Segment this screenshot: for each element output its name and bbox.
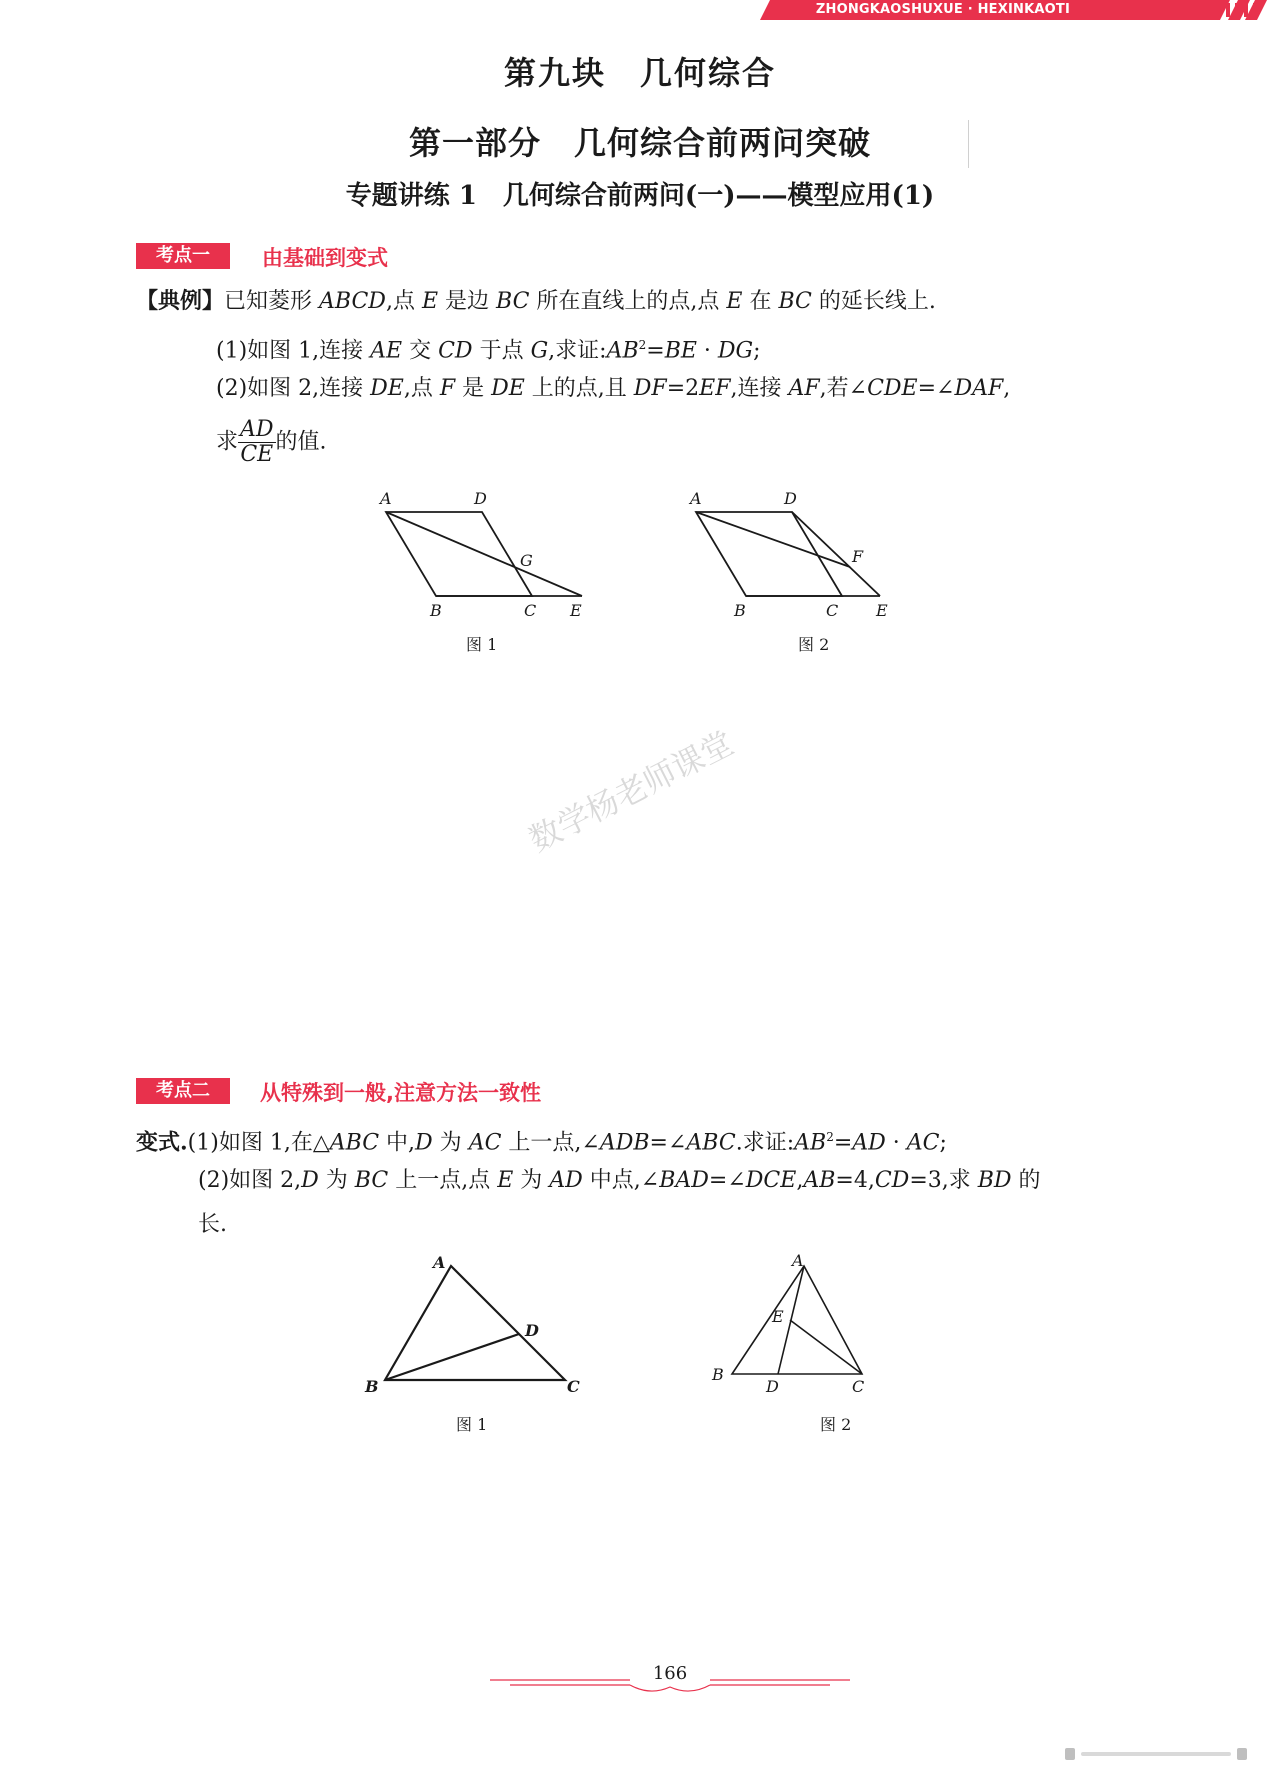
running-head: ZHONGKAOSHUXUE · HEXINKAOTI — [815, 2, 1070, 17]
s2fig2-label-b: B — [712, 1365, 724, 1384]
section1-fig1-caption: 图 1 — [466, 635, 498, 654]
s2fig1-label-d: D — [525, 1321, 539, 1340]
fig1-label-a: A — [380, 490, 392, 508]
watermark: 数学杨老师课堂 — [522, 723, 740, 860]
s2fig2-label-a: A — [792, 1251, 804, 1270]
section1-title: 由基础到变式 — [262, 246, 388, 270]
section1-question2: (2)如图 2,连接 DE,点 F 是 DE 上的点,且 DF=2EF,连接 AF,若∠CDE=∠DAF, — [216, 376, 1011, 401]
section1-figure1 — [370, 490, 600, 620]
section2-fig2-caption: 图 2 — [820, 1415, 852, 1434]
fig2-label-e: E — [876, 601, 888, 620]
s2fig1-label-a: A — [433, 1253, 446, 1272]
section1-intro: 【典例】已知菱形 ABCD,点 E 是边 BC 所在直线上的点,点 E 在 BC 的延长线上. — [136, 288, 936, 314]
section1-question2-fraction-line: 求 $\frac{AD}{CE}$ 的值. — [216, 417, 327, 467]
fig2-label-d: D — [784, 490, 797, 508]
fig2-label-c: C — [826, 601, 839, 620]
section1-tag: 考点一 — [136, 243, 230, 269]
fig2-label-a: A — [690, 490, 702, 508]
fig1-label-c: C — [524, 601, 537, 620]
section1-question1: (1)如图 1,连接 AE 交 CD 于点 G,求证$:AB^2=BE$ · DG; — [216, 338, 761, 364]
section2-question2: (2)如图 2,D 为 BC 上一点,点 E 为 AD 中点,∠BAD=∠DCE,AB=4,CD=3,求 BD 的 — [198, 1168, 1041, 1193]
section2-title: 从特殊到一般,注意方法一致性 — [260, 1081, 541, 1105]
section1-figure2 — [680, 490, 910, 620]
section2-figure1 — [355, 1250, 595, 1400]
section2-question1: 变式.(1)如图 1,在△ABC 中,D 为 AC 上一点,∠ADB=∠ABC.求证$:AB^2=AD$ · AC; — [136, 1129, 947, 1156]
section2-fig1-caption: 图 1 — [456, 1415, 488, 1434]
s2fig1-label-c: C — [567, 1377, 580, 1396]
fig1-label-e: E — [570, 601, 582, 620]
variant-lead: 变式. — [136, 1129, 188, 1156]
gallery-indicator — [1065, 1746, 1255, 1760]
section2-tag: 考点二 — [136, 1078, 230, 1104]
fraction-ad-over-ce: $\frac{AD}{CE}$ — [240, 417, 274, 467]
topic-title: 专题讲练 1 几何综合前两问(一)——模型应用(1) — [345, 181, 935, 211]
divider — [968, 120, 969, 168]
section2-question2-cont: 长. — [198, 1212, 227, 1237]
section1-fig2-caption: 图 2 — [798, 635, 830, 654]
fig1-label-d: D — [474, 490, 487, 508]
fig2-label-f: F — [852, 547, 864, 566]
s2fig2-label-e: E — [772, 1307, 784, 1326]
header-stripes — [1190, 3, 1280, 17]
example-lead: 【典例】 — [136, 288, 225, 314]
fig1-label-g: G — [520, 551, 533, 570]
block-title: 第九块 几何综合 — [503, 54, 776, 92]
s2fig2-label-c: C — [852, 1377, 865, 1396]
page-number: 166 — [652, 1663, 688, 1684]
s2fig1-label-b: B — [365, 1377, 379, 1396]
fig2-label-b: B — [734, 601, 746, 620]
section2-figure2 — [700, 1250, 890, 1400]
s2fig2-label-d: D — [766, 1377, 779, 1396]
fig1-label-b: B — [430, 601, 442, 620]
part-title: 第一部分 几何综合前两问突破 — [408, 124, 871, 162]
